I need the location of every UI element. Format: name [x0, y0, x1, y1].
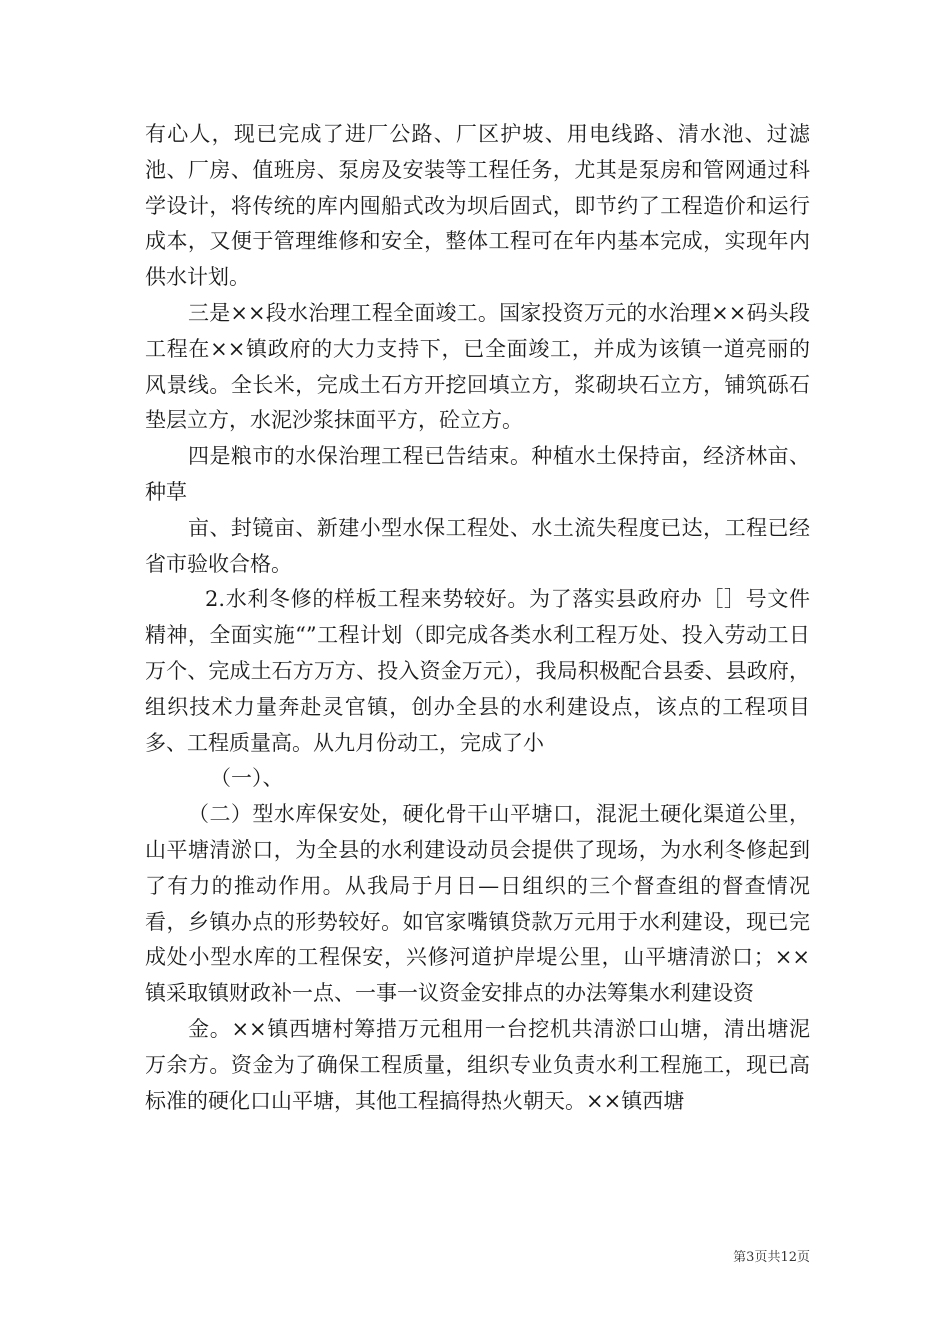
paragraph-winter-repair: 2.水利冬修的样板工程来势较好。为了落实县政府办［］号文件精神，全面实施“”工程计划（即完成各类水利工程万处、投入劳动工日万个、完成土石方万方、投入资金万元），我局积极配合县委、县政府，组织技术力量奔赴灵官镇，创办全县的水利建设点，该点的工程项目多、工程质量高。从九月份动工，完成了小 — [145, 587, 810, 755]
page-number: 第3页共12页 — [733, 1250, 810, 1265]
paragraph-continuation: 有心人，现已完成了进厂公路、厂区护坡、用电线路、清水池、过滤池、厂房、值班房、泵房及安装等工程任务，尤其是泵房和管网通过科学设计，将传统的库内囤船式改为坝后固式，即节约了工程造价和运行成本，又便于管理维修和安全，整体工程可在年内基本完成，实现年内供水计划。 — [145, 122, 810, 290]
paragraph-inspection-result: 亩、封镜亩、新建小型水保工程处、水土流失程度已达，工程已经省市验收合格。 — [145, 515, 810, 576]
paragraph-water-governance: 三是××段水治理工程全面竣工。国家投资万元的水治理××码头段工程在××镇政府的大力支持下，已全面竣工，并成为该镇一道亮丽的风景线。全长米，完成土石方开挖回填立方，浆砌块石立方，铺筑砾石垫层立方，水泥沙浆抹面平方，砼立方。 — [145, 300, 810, 433]
paragraph-item-two: （二）型水库保安处，硬化骨干山平塘口，混泥土硬化渠道公里，山平塘清淤口，为全县的水利建设动员会提供了现场，为水利冬修起到了有力的推动作用。从我局于月日—日组织的三个督查组的督查情况看，乡镇办点的形势较好。如官家嘴镇贷款万元用于水利建设，现已完成处小型水库的工程保安，兴修河道护岸堤公里，山平塘清淤口；××镇采取镇财政补一点、一事一议资金安排点的办法筹集水利建设资 — [145, 802, 810, 1006]
paragraph-funding: 金。××镇西塘村筹措万元租用一台挖机共清淤口山塘，清出塘泥万余方。资金为了确保工程质量，组织专业负责水利工程施工，现已高标准的硬化口山平塘，其他工程搞得热火朝天。××镇西塘 — [145, 1016, 810, 1113]
paragraph-soil-conservation: 四是粮市的水保治理工程已告结束。种植水土保持亩，经济林亩、种草 — [145, 444, 810, 504]
document-body — [145, 117, 810, 1119]
paragraph-item-one: （一）、 — [210, 766, 284, 791]
